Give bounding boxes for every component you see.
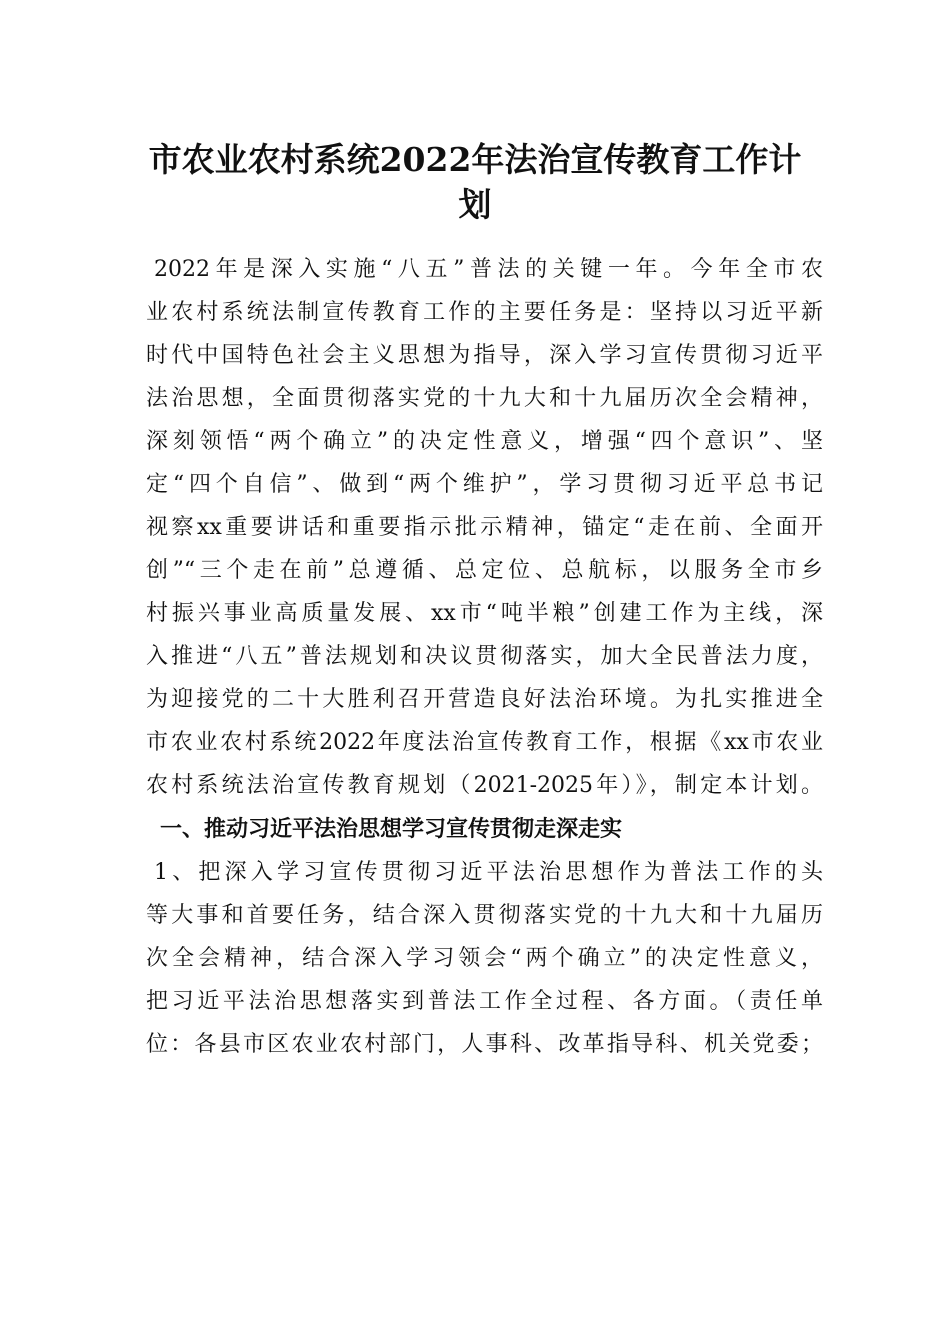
text-line: 村振兴事业高质量发展、xx市“吨半粮”创建工作为主线，深 [146, 601, 823, 626]
text-line: 位：各县市区农业农村部门，人事科、改革指导科、机关党委； [146, 1032, 823, 1057]
text-line: 把习近平法治思想落实到普法工作全过程、各方面。（责任单 [146, 989, 823, 1014]
text-line: 创”“三个走在前”总遵循、总定位、总航标，以服务全市乡 [146, 558, 823, 583]
text-line: 2022年是深入实施“八五”普法的关键一年。今年全市农 [154, 257, 823, 282]
text-line: 时代中国特色社会主义思想为指导，深入学习宣传贯彻习近平 [146, 343, 823, 368]
text-line: 视察xx重要讲话和重要指示批示精神，锚定“走在前、全面开 [146, 515, 823, 540]
text-line: 市农业农村系统2022年度法治宣传教育工作，根据《xx市农业 [146, 730, 823, 755]
section-heading: 一、推动习近平法治思想学习宣传贯彻走深走实 [160, 817, 623, 842]
text-line: 等大事和首要任务，结合深入贯彻落实党的十九大和十九届历 [146, 903, 823, 928]
text-line: 为迎接党的二十大胜利召开营造良好法治环境。为扎实推进全 [146, 687, 823, 712]
text-line: 业农村系统法制宣传教育工作的主要任务是：坚持以习近平新 [146, 300, 823, 325]
title-line-1: 市农业农村系统2022年法治宣传教育工作计 [148, 140, 802, 179]
text-line: 入推进“八五”普法规划和决议贯彻落实，加大全民普法力度， [146, 644, 823, 669]
text-line: 1、把深入学习宣传贯彻习近平法治思想作为普法工作的头 [154, 860, 823, 885]
text-line: 定“四个自信”、做到“两个维护”，学习贯彻习近平总书记 [146, 472, 823, 497]
text-line: 深刻领悟“两个确立”的决定性意义，增强“四个意识”、坚 [146, 429, 823, 454]
title-line-2: 划 [458, 185, 492, 224]
text-line: 农村系统法治宣传教育规划（2021-2025年）》，制定本计划。 [146, 773, 823, 798]
text-line: 法治思想，全面贯彻落实党的十九大和十九届历次全会精神， [146, 386, 823, 411]
text-line: 次全会精神，结合深入学习领会“两个确立”的决定性意义， [146, 946, 823, 971]
